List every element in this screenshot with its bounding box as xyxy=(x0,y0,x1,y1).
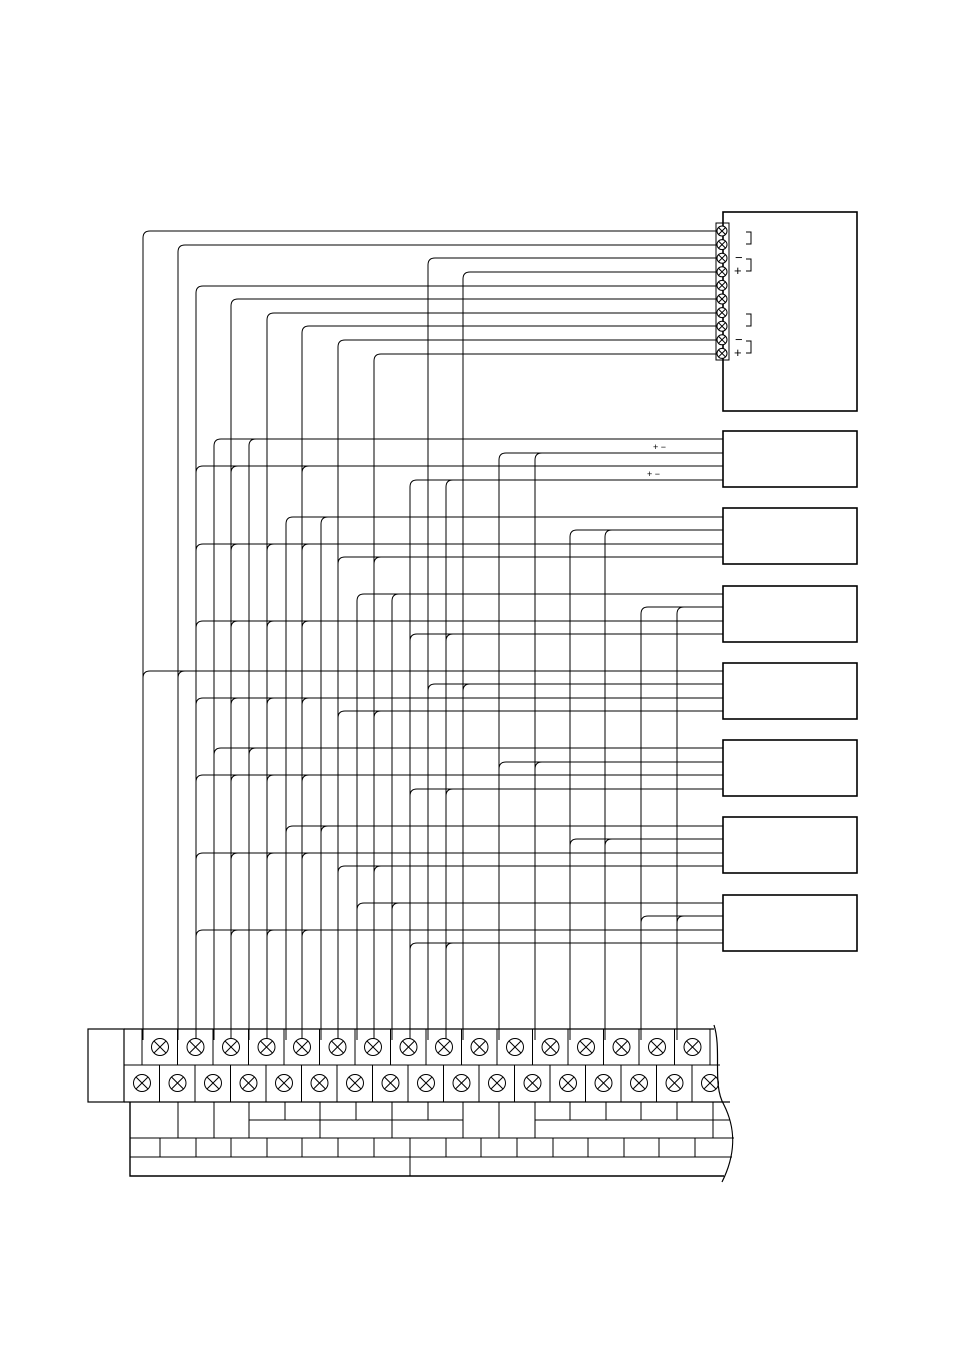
module-4-wire-1 xyxy=(143,671,723,1040)
block-terminal-bottom-8 xyxy=(382,1075,399,1092)
module-3-wire-10 xyxy=(446,634,723,1040)
polarity-label-1: + − xyxy=(653,442,667,452)
module-4-wire-4 xyxy=(463,684,723,1040)
block-terminal-bottom-10 xyxy=(453,1075,470,1092)
module-5-wire-4 xyxy=(535,762,723,1040)
block-terminal-bottom-9 xyxy=(418,1075,435,1092)
module-7-wire-1 xyxy=(357,903,723,1040)
module-2-wire-6 xyxy=(231,544,723,1040)
block-terminal-top-8 xyxy=(400,1039,417,1056)
panel-terminal-7 xyxy=(717,308,727,318)
module-1-wire-9 xyxy=(446,480,723,1040)
block-terminal-top-15 xyxy=(649,1039,666,1056)
module-1-wire-1 xyxy=(214,439,723,1040)
panel-terminal-10 xyxy=(717,348,727,358)
module-6 xyxy=(723,817,857,873)
module-3-wire-1 xyxy=(357,594,723,1040)
module-5-wire-6 xyxy=(231,775,723,1040)
panel-wire-8 xyxy=(302,326,716,1040)
terminal-block-break-line xyxy=(714,1025,733,1182)
terminal-block-end-cap xyxy=(88,1029,124,1102)
module-4-wire-3 xyxy=(428,684,723,1040)
module-7-wire-3 xyxy=(641,916,723,1040)
module-4-wire-7 xyxy=(267,698,723,1040)
module-2-wire-9 xyxy=(338,557,723,1040)
block-terminal-bottom-6 xyxy=(311,1075,328,1092)
module-6-wire-10 xyxy=(374,866,723,1040)
module-6-wire-2 xyxy=(321,826,723,1040)
module-2 xyxy=(723,508,857,564)
block-terminal-bottom-3 xyxy=(205,1075,222,1092)
panel-wire-1 xyxy=(143,231,716,1040)
module-5-wire-9 xyxy=(410,789,723,1040)
module-2-wire-1 xyxy=(286,517,723,1040)
module-3-wire-3 xyxy=(641,607,723,1040)
terminal-label-plus-2: + xyxy=(734,345,742,360)
module-4-wire-6 xyxy=(231,698,723,1040)
panel-wire-4 xyxy=(463,272,716,1040)
module-1-wire-5 xyxy=(302,466,723,1040)
module-5-wire-10 xyxy=(446,789,723,1040)
module-2-wire-7 xyxy=(267,544,723,1040)
module-3-wire-2 xyxy=(392,594,723,1040)
module-4-wire-5 xyxy=(196,698,723,1040)
module-2-wire-10 xyxy=(374,557,723,1040)
panel-terminal-9 xyxy=(717,335,727,345)
module-7-wire-10 xyxy=(446,943,723,1040)
panel-terminal-5 xyxy=(717,280,727,290)
module-4-wire-10 xyxy=(374,711,723,1040)
panel-terminal-4 xyxy=(717,267,727,277)
module-5 xyxy=(723,740,857,796)
module-7-wire-8 xyxy=(302,930,723,1040)
block-terminal-bottom-4 xyxy=(240,1075,257,1092)
module-6-wire-4 xyxy=(605,839,723,1040)
block-terminal-top-7 xyxy=(365,1039,382,1056)
block-terminal-bottom-12 xyxy=(524,1075,541,1092)
panel-wire-10 xyxy=(374,354,716,1040)
block-terminal-top-2 xyxy=(187,1039,204,1056)
block-terminal-bottom-5 xyxy=(276,1075,293,1092)
panel-terminal-1 xyxy=(717,226,727,236)
module-6-wire-6 xyxy=(231,853,723,1040)
controller-panel xyxy=(723,212,857,411)
wire-layer xyxy=(143,231,723,1040)
block-terminal-bottom-15 xyxy=(631,1075,648,1092)
block-terminal-bottom-14 xyxy=(595,1075,612,1092)
terminal-block xyxy=(88,1025,734,1182)
panel-terminal-2 xyxy=(717,240,727,250)
module-5-wire-7 xyxy=(267,775,723,1040)
panel-wire-7 xyxy=(267,313,716,1040)
module-2-wire-5 xyxy=(196,544,723,1040)
panel-wire-2 xyxy=(178,245,716,1040)
block-terminal-bottom-13 xyxy=(560,1075,577,1092)
module-7-wire-6 xyxy=(231,930,723,1040)
panel-wire-6 xyxy=(231,299,716,1040)
block-terminal-bottom-7 xyxy=(347,1075,364,1092)
terminal-label-plus-1: + xyxy=(734,263,742,278)
panel-terminal-3 xyxy=(717,253,727,263)
terminal-label-minus-1: − xyxy=(735,250,743,265)
module-7-wire-4 xyxy=(677,916,723,1040)
module-1-wire-6 xyxy=(499,453,723,1040)
module-5-wire-5 xyxy=(196,775,723,1040)
module-7-wire-9 xyxy=(410,943,723,1040)
block-terminal-top-12 xyxy=(542,1039,559,1056)
block-terminal-top-9 xyxy=(436,1039,453,1056)
block-terminal-bottom-17 xyxy=(702,1075,719,1092)
module-5-wire-1 xyxy=(214,748,723,1040)
block-terminal-top-10 xyxy=(471,1039,488,1056)
module-7 xyxy=(723,895,857,951)
module-6-wire-1 xyxy=(286,826,723,1040)
block-terminal-bottom-2 xyxy=(169,1075,186,1092)
block-terminal-top-16 xyxy=(684,1039,701,1056)
panel-terminal-6 xyxy=(717,294,727,304)
module-6-wire-7 xyxy=(267,853,723,1040)
module-4-wire-9 xyxy=(338,711,723,1040)
module-6-wire-8 xyxy=(302,853,723,1040)
terminal-label-minus-2: − xyxy=(735,332,743,347)
block-terminal-bottom-1 xyxy=(134,1075,151,1092)
module-3-wire-9 xyxy=(410,634,723,1040)
module-5-wire-2 xyxy=(249,748,723,1040)
module-6-wire-5 xyxy=(196,853,723,1040)
module-7-wire-2 xyxy=(392,903,723,1040)
device-layer xyxy=(723,212,857,951)
block-terminal-bottom-16 xyxy=(666,1075,683,1092)
block-terminal-top-6 xyxy=(329,1039,346,1056)
module-1-wire-7 xyxy=(535,453,723,1040)
block-terminal-top-5 xyxy=(294,1039,311,1056)
module-2-wire-2 xyxy=(321,517,723,1040)
module-4-wire-8 xyxy=(302,698,723,1040)
block-terminal-top-11 xyxy=(507,1039,524,1056)
module-1-wire-8 xyxy=(410,480,723,1040)
module-6-wire-9 xyxy=(338,866,723,1040)
module-3 xyxy=(723,586,857,642)
block-terminal-top-3 xyxy=(223,1039,240,1056)
module-4 xyxy=(723,663,857,719)
block-terminal-bottom-11 xyxy=(489,1075,506,1092)
block-terminal-top-1 xyxy=(152,1039,169,1056)
block-terminal-top-13 xyxy=(578,1039,595,1056)
module-5-wire-3 xyxy=(499,762,723,1040)
module-7-wire-5 xyxy=(196,930,723,1040)
module-1-wire-3 xyxy=(196,466,723,1040)
module-6-wire-3 xyxy=(570,839,723,1040)
panel-terminal-8 xyxy=(717,321,727,331)
panel-wire-3 xyxy=(428,258,716,1040)
module-3-wire-4 xyxy=(677,607,723,1040)
terminal-block-label-area xyxy=(130,1102,734,1176)
panel-wire-5 xyxy=(196,286,716,1040)
block-terminal-top-14 xyxy=(613,1039,630,1056)
module-5-wire-8 xyxy=(302,775,723,1040)
module-2-wire-8 xyxy=(302,544,723,1040)
module-1 xyxy=(723,431,857,487)
module-7-wire-7 xyxy=(267,930,723,1040)
module-1-wire-4 xyxy=(231,466,723,1040)
module-1-wire-2 xyxy=(249,439,723,1040)
block-terminal-top-4 xyxy=(258,1039,275,1056)
polarity-label-2: + − xyxy=(647,469,661,479)
